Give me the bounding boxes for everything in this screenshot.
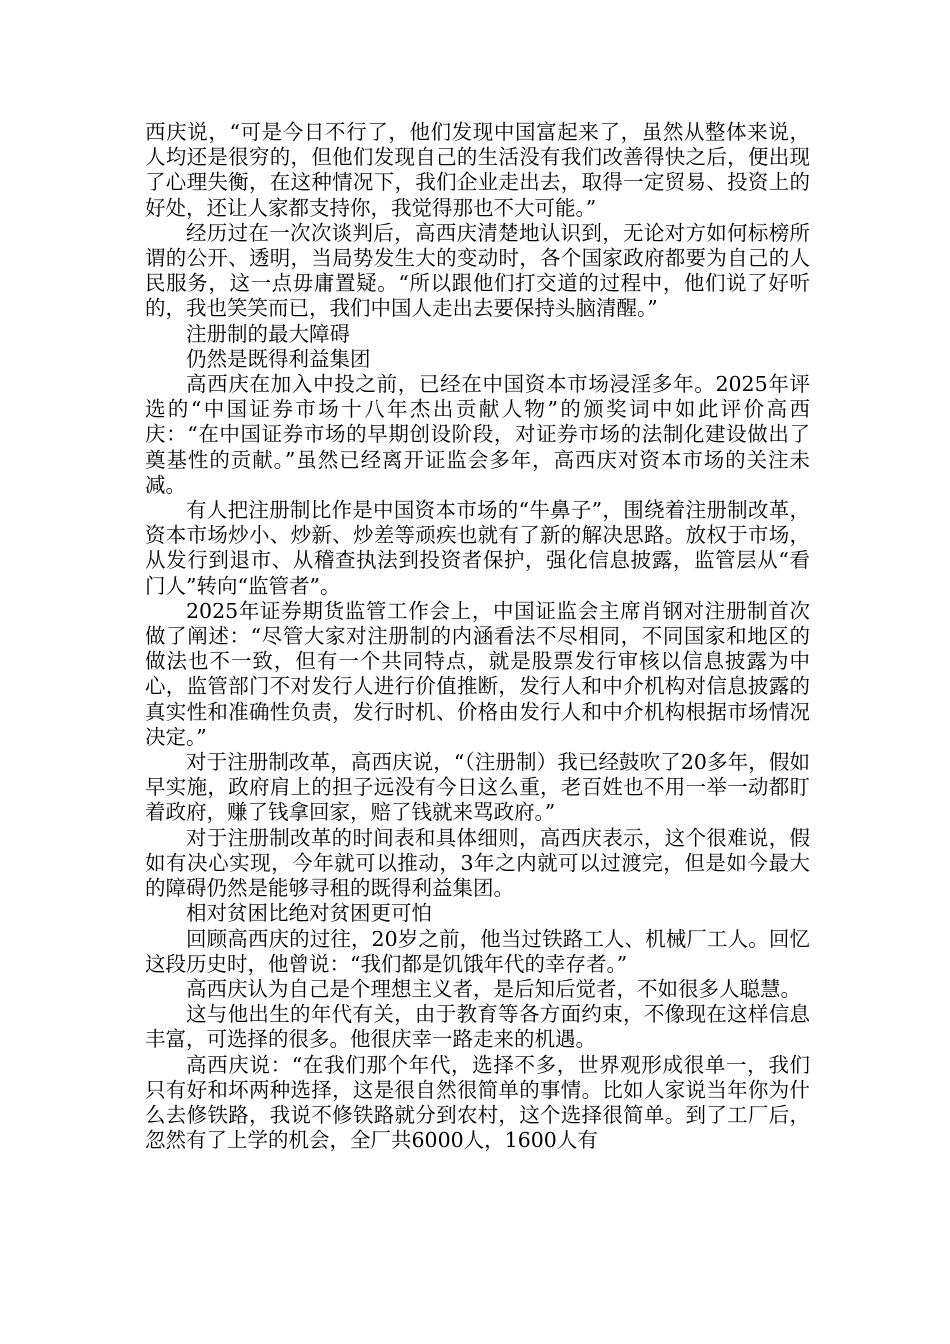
paragraph: 回顾高西庆的过往，20岁之前，他当过铁路工人、机械厂工人。回忆这段历史时，他曾说：“我们都是饥饿年代的幸存者。” <box>145 926 810 976</box>
paragraph: 高西庆认为自己是个理想主义者，是后知后觉者，不如很多人聪慧。 <box>186 976 801 1001</box>
paragraph: 高西庆说：“在我们那个年代，选择不多，世界观形成很单一，我们只有好和坏两种选择，这是很自然很简单的事情。比如人家说当年你为什么去修铁路，我说不修铁路就分到农村，这个选择很简单。到了工厂后，忽然有了上学的机会，全厂共6000人，1600人有 <box>145 1052 810 1153</box>
section-heading: 相对贫困比绝对贫困更可怕 <box>186 901 432 926</box>
document-page <box>145 120 810 1153</box>
paragraph-continued: 西庆说，“可是今日不行了，他们发现中国富起来了，虽然从整体来说，人均还是很穷的，但他们发现自己的生活没有我们改善得快之后，便出现了心理失衡，在这种情况下，我们企业走出去，取得一定贸易、投资上的好处，还让人家都支持你，我觉得那也不大可能。” <box>145 120 810 220</box>
paragraph: 经历过在一次次谈判后，高西庆清楚地认识到，无论对方如何标榜所谓的公开、透明，当局势发生大的变动时，各个国家政府都要为自己的人民服务，这一点毋庸置疑。“所以跟他们打交道的过程中，他们说了好听的，我也笑笑而已，我们中国人走出去要保持头脑清醒。” <box>145 220 810 321</box>
paragraph: 对于注册制改革，高西庆说，“（注册制）我已经鼓吹了20多年，假如早实施，政府肩上的担子远没有今日这么重，老百姓也不用一举一动都盯着政府，赚了钱拿回家，赔了钱就来骂政府。” <box>145 750 810 825</box>
paragraph: 2025年证券期货监管工作会上，中国证监会主席肖钢对注册制首次做了阐述：“尽管大家对注册制的内涵看法不尽相同，不同国家和地区的做法也不一致，但有一个共同特点，就是股票发行审核以信息披露为中心，监管部门不对发行人进行价值推断，发行人和中介机构对信息披露的真实性和准确性负责，发行时机、价格由发行人和中介机构根据市场情况决定。” <box>145 598 810 749</box>
paragraph: 对于注册制改革的时间表和具体细则，高西庆表示，这个很难说，假如有决心实现，今年就可以推动，3年之内就可以过渡完，但是如今最大的障碍仍然是能够寻租的既得利益集团。 <box>145 825 810 901</box>
section-heading: 仍然是既得利益集团 <box>186 346 371 371</box>
paragraph: 有人把注册制比作是中国资本市场的“牛鼻子”，围绕着注册制改革，资本市场炒小、炒新、炒差等顽疾也就有了新的解决思路。放权于市场，从发行到退市、从稽查执法到投资者保护，强化信息披露，监管层从“看门人”转向“监管者”。 <box>145 498 810 598</box>
section-heading: 注册制的最大障碍 <box>186 321 350 346</box>
paragraph: 这与他出生的年代有关，由于教育等各方面约束，不像现在这样信息丰富，可选择的很多。他很庆幸一路走来的机遇。 <box>145 1002 810 1052</box>
paragraph: 高西庆在加入中投之前，已经在中国资本市场浸淫多年。2025年评选的“中国证券市场十八年杰出贡献人物”的颁奖词中如此评价高西庆：“在中国证券市场的早期创设阶段，对证券市场的法制化建设做出了奠基性的贡献。”虽然已经离开证监会多年，高西庆对资本市场的关注未减。 <box>145 372 810 497</box>
